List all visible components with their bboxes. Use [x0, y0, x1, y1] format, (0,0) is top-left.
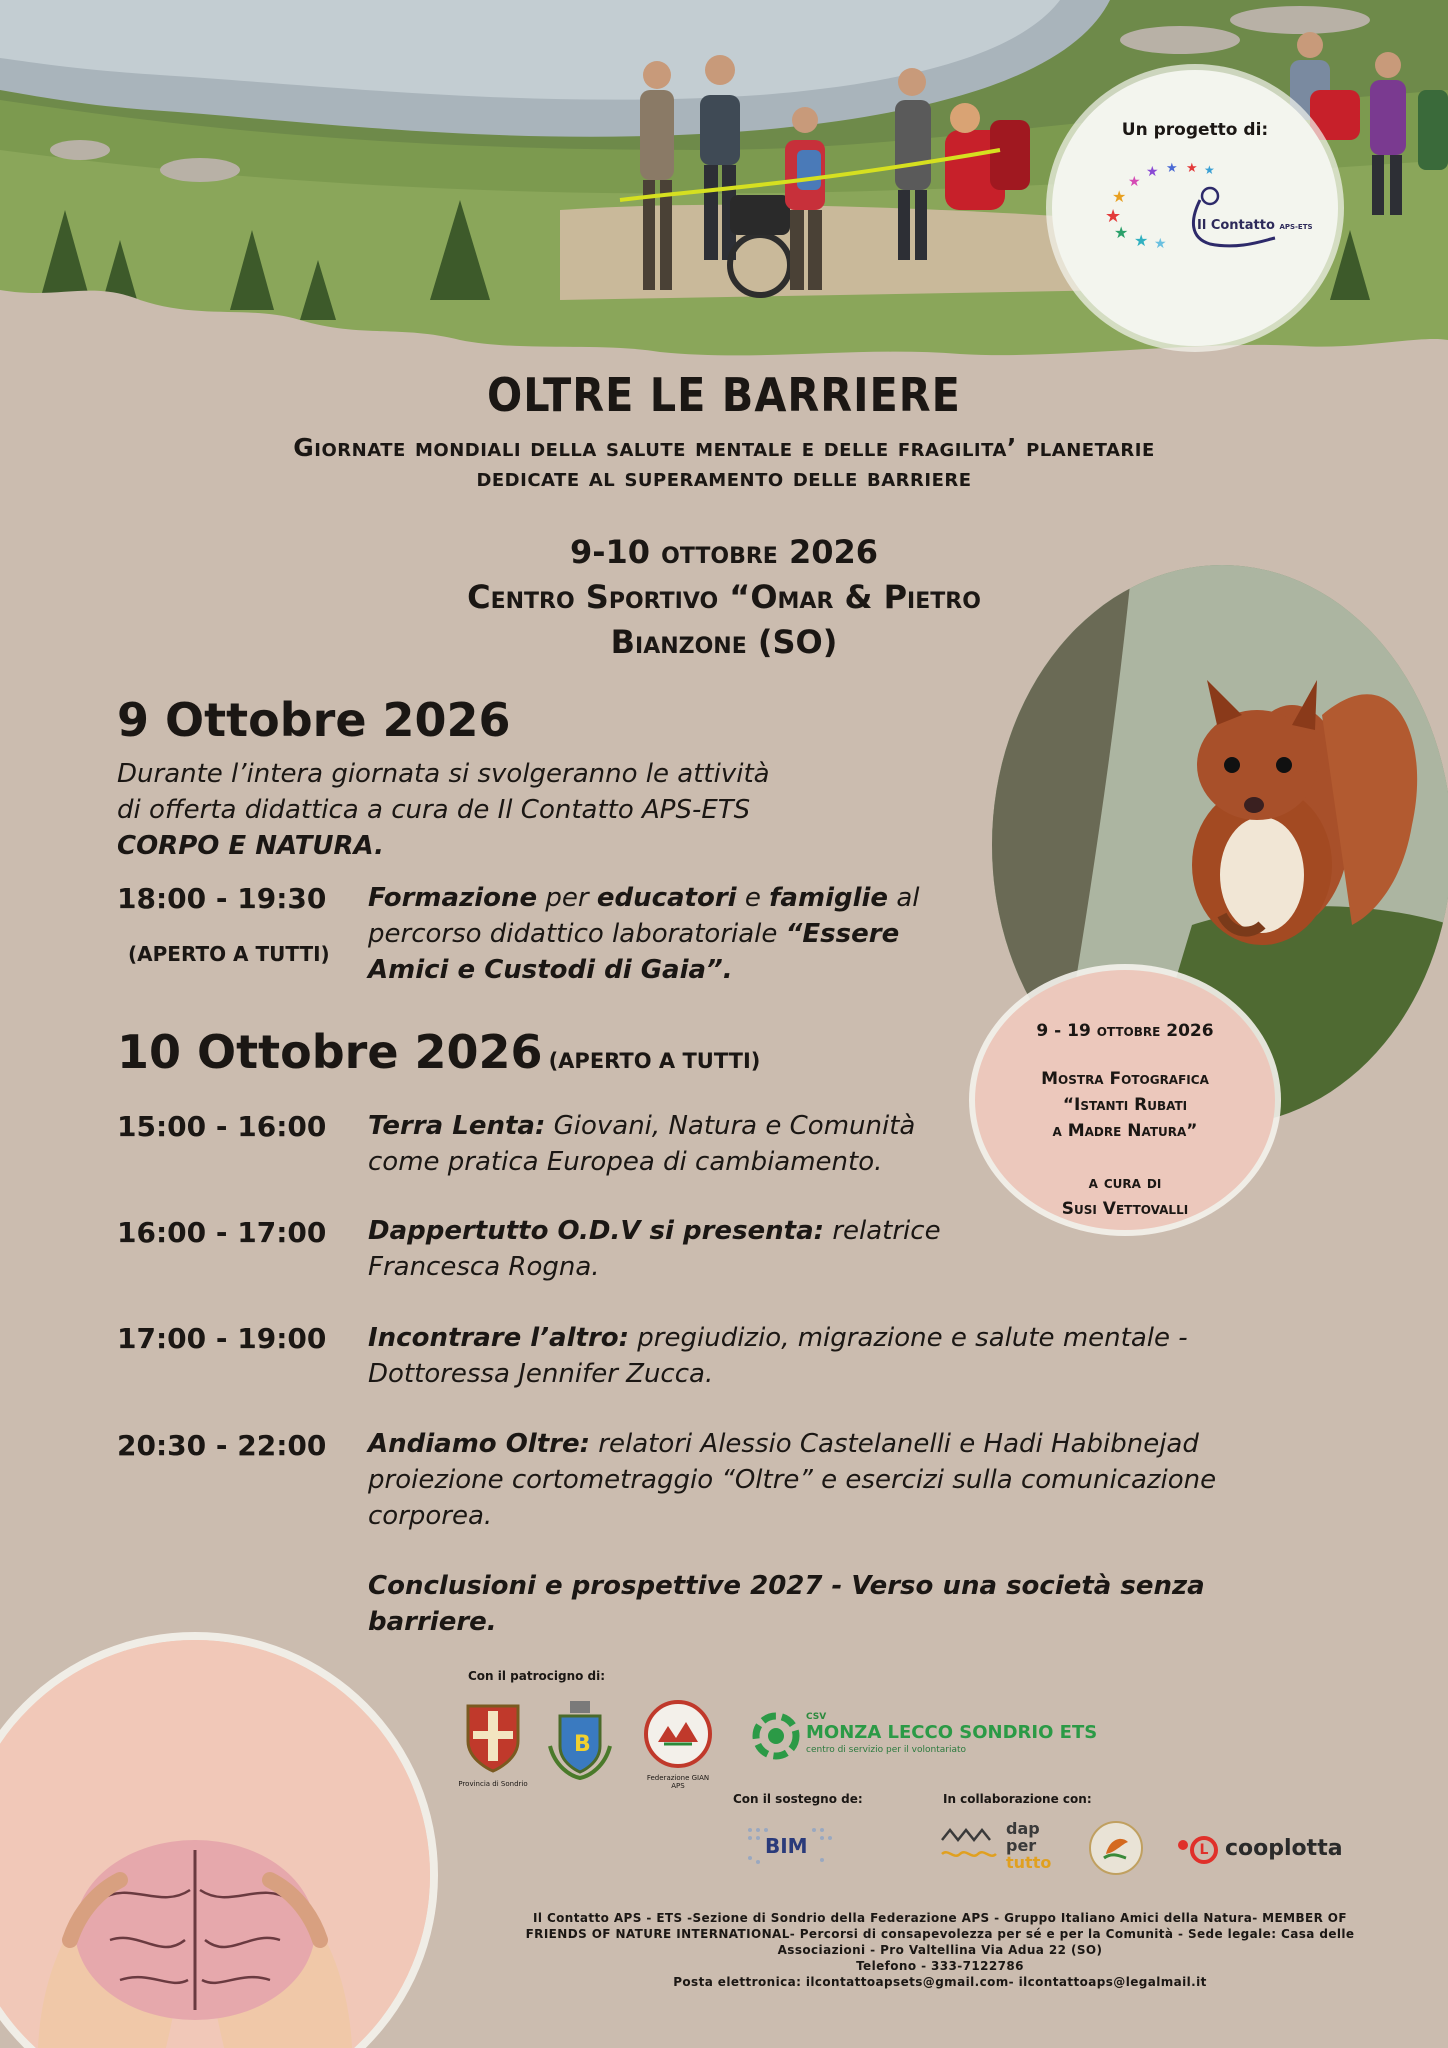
day1-slot-text-2: e [736, 883, 770, 913]
day1-slot-note: (APERTO A TUTTI) [128, 942, 330, 966]
footer-line-4: Telefono - 333-7122786 [856, 1959, 1024, 1973]
day2-slot-1-title: Terra Lenta: [368, 1111, 546, 1141]
day2-slot-3-text-1: pregiudizio, migrazione e salute mentale - [629, 1323, 1188, 1353]
day1-intro-line-2: di offerta didattica a cura de Il Contatto APS-ETS [117, 795, 751, 825]
day1-slot-line-2a: percorso didattico laboratoriale [368, 919, 786, 949]
day2-slot-4-line-2: proiezione cortometraggio “Oltre” e esercizi sulla comunicazione [368, 1465, 1217, 1495]
event-dates: 9-10 ottobre 2026 [569, 533, 879, 571]
mostra-line-5: Susi Vettovalli [1061, 1199, 1189, 1219]
mostra-line-1: Mostra Fotografica [1041, 1069, 1209, 1089]
day1-heading: 9 Ottobre 2026 [117, 693, 511, 747]
day1-intro-line-1: Durante l’intera giornata si svolgeranno le attività [117, 759, 770, 789]
gian-logo-icon [640, 1700, 716, 1770]
provincia-caption: Provincia di Sondrio [458, 1780, 528, 1788]
svg-text:B: B [574, 1732, 591, 1757]
day2-slot-2-title: Dappertutto O.D.V si presenta: [368, 1216, 825, 1246]
day2-slot-1-time: 15:00 - 16:00 [117, 1110, 327, 1143]
day2-slot-4-description [368, 1426, 1318, 1534]
footer-line-1: Il Contatto APS - ETS -Sezione di Sondrio della Federazione APS - Gruppo Italiano Amici della Natura- MEMBER OF [532, 1911, 1348, 1925]
cooplotta-letter-icon: L [1190, 1836, 1218, 1864]
sostegno-label: Con il sostegno de: [733, 1792, 863, 1806]
day2-slot-3-line-2: Dottoressa Jennifer Zucca. [368, 1359, 714, 1389]
il-contatto-logo-icon [1090, 160, 1313, 260]
svg-text:★: ★ [1114, 223, 1129, 242]
project-logo-suffix: APS-ETS [1279, 223, 1313, 231]
day2-conclusion-line-2: barriere. [368, 1607, 497, 1637]
day2-slot-1-line-1 [368, 1108, 968, 1144]
dappertutto-text-1: dap [1006, 1819, 1040, 1838]
mostra-line-4: a cura di [1088, 1173, 1162, 1193]
event-venue: Centro Sportivo “Omar & Pietro [467, 578, 981, 616]
day2-slot-2-time: 16:00 - 17:00 [117, 1216, 327, 1249]
day1-slot-line-1 [368, 880, 988, 916]
partner-leaf-icon [1086, 1818, 1146, 1878]
day2-slot-4-line-3: corporea. [368, 1501, 493, 1531]
collab-label: In collaborazione con: [943, 1792, 1092, 1806]
day2-slot-1-description [368, 1108, 968, 1180]
csv-swirl-icon [752, 1712, 800, 1760]
dappertutto-waves-icon [940, 1826, 1000, 1866]
event-place: Bianzone (SO) [610, 623, 838, 661]
dappertutto-text-3: tutto [1006, 1853, 1052, 1872]
svg-text:★: ★ [1186, 161, 1198, 176]
svg-text:★: ★ [1134, 231, 1149, 250]
footer-line-2: FRIENDS OF NATURE INTERNATIONAL- Percorsi di consapevolezza per sé e per la Comunità - Sede legale: Casa delle [525, 1927, 1355, 1941]
day2-slot-1-text-1: Giovani, Natura e Comunità [545, 1111, 916, 1141]
day2-heading-note: (APERTO A TUTTI) [548, 1049, 761, 1073]
dappertutto-logo [940, 1818, 1050, 1876]
day1-intro [117, 756, 817, 864]
day2-heading-text: 10 Ottobre 2026 [117, 1025, 543, 1079]
day2-slot-3-line-1 [368, 1320, 1268, 1356]
csv-subtitle: centro di servizio per il volontariato [806, 1745, 967, 1755]
partner-round-logo [1086, 1818, 1146, 1878]
day1-slot-line-3-text: Amici e Custodi di Gaia”. [368, 955, 733, 985]
day2-conclusion-line-1: Conclusioni e prospettive 2027 - Verso una società senza [368, 1571, 1205, 1601]
day1-slot-line-2b: “Essere [785, 919, 900, 949]
footer-info [440, 1910, 1440, 1990]
day1-slot-description [368, 880, 988, 988]
project-label: Un progetto di: [1121, 120, 1269, 140]
day1-slot-line-2 [368, 916, 988, 952]
day2-slot-3-time: 17:00 - 19:00 [117, 1322, 327, 1355]
dappertutto-text [1006, 1820, 1051, 1871]
day2-slot-3-title: Incontrare l’altro: [368, 1323, 630, 1353]
day2-slot-2-line-2: Francesca Rogna. [368, 1252, 600, 1282]
patrocinio-label: Con il patrocigno di: [468, 1669, 606, 1683]
day1-slot-time: 18:00 - 19:30 [117, 882, 327, 915]
brain-hands-illustration [0, 1640, 430, 2048]
svg-text:★: ★ [1105, 206, 1122, 227]
day2-slot-4-time: 20:30 - 22:00 [117, 1429, 327, 1462]
mostra-dates: 9 - 19 ottobre 2026 [1036, 1021, 1214, 1041]
mostra-line-3: a Madre Natura” [1052, 1121, 1198, 1141]
comune-coat-of-arms-icon [545, 1696, 615, 1780]
project-logo-name: Il Contatto [1197, 218, 1275, 233]
federazione-gian-logo [640, 1700, 716, 1790]
day2-heading [117, 1025, 760, 1079]
bim-text: BIM [765, 1834, 808, 1858]
comune-bianzone-logo [545, 1696, 615, 1780]
day2-slot-2-text-1: relatrice [824, 1216, 941, 1246]
dappertutto-text-2: per [1006, 1836, 1037, 1855]
day1-slot-word-famiglie: famiglie [769, 883, 889, 913]
svg-text:★: ★ [1112, 187, 1127, 206]
cooplotta-text: cooplotta [1225, 1836, 1343, 1861]
day2-slot-4-text-1: relatori Alessio Castelanelli e Hadi Habibnejad [590, 1429, 1199, 1459]
day2-conclusion [368, 1568, 1268, 1640]
subtitle-line-2: dedicate al superamento delle barriere [476, 463, 972, 492]
day1-slot-text-1: per [537, 883, 597, 913]
csv-tag: CSV [806, 1712, 827, 1722]
day2-slot-4-title: Andiamo Oltre: [368, 1429, 591, 1459]
provincia-coat-of-arms-icon [458, 1696, 528, 1776]
day2-slot-4-line-1 [368, 1426, 1318, 1462]
csv-name: MONZA LECCO SONDRIO ETS [806, 1722, 1098, 1743]
day1-slot-word-formazione: Formazione [368, 883, 538, 913]
brain-hands-photo [0, 1640, 430, 2048]
main-title: OLTRE LE BARRIERE [487, 368, 961, 422]
day1-slot-word-educatori: educatori [596, 883, 737, 913]
mostra-fotografica-badge [975, 970, 1275, 1230]
cooplotta-logo [1178, 1836, 1368, 1872]
svg-text:★: ★ [1166, 161, 1178, 176]
footer-line-5: Posta elettronica: ilcontattoapsets@gmail.com- ilcontattoaps@legalmail.it [673, 1975, 1207, 1989]
provincia-sondrio-logo [458, 1696, 528, 1786]
day1-slot-line-3 [368, 952, 988, 988]
svg-text:★: ★ [1128, 174, 1141, 190]
svg-text:★: ★ [1204, 163, 1215, 177]
svg-text:★: ★ [1146, 164, 1159, 180]
mostra-line-2: “Istanti Rubati [1062, 1095, 1188, 1115]
day1-intro-line-3: CORPO E NATURA. [117, 831, 384, 861]
project-logo-text [1197, 218, 1313, 233]
project-logo-circle [1052, 70, 1338, 346]
footer-line-3: Associazioni - Pro Valtellina Via Adua 22 (SO) [777, 1943, 1103, 1957]
day2-slot-1-line-2: come pratica Europea di cambiamento. [368, 1147, 883, 1177]
bim-logo [740, 1820, 840, 1870]
day2-slot-2-line-1 [368, 1213, 968, 1249]
day2-slot-2-description [368, 1213, 968, 1285]
subtitle-line-1: Giornate mondiali della salute mentale e delle fragilita’ planetarie [293, 433, 1155, 462]
svg-text:★: ★ [1154, 236, 1167, 252]
day1-slot-text-3: al [888, 883, 920, 913]
gian-caption: Federazione GIAN APS [646, 1774, 710, 1790]
day2-slot-3-description [368, 1320, 1268, 1392]
cooplotta-dot-icon [1178, 1840, 1188, 1850]
